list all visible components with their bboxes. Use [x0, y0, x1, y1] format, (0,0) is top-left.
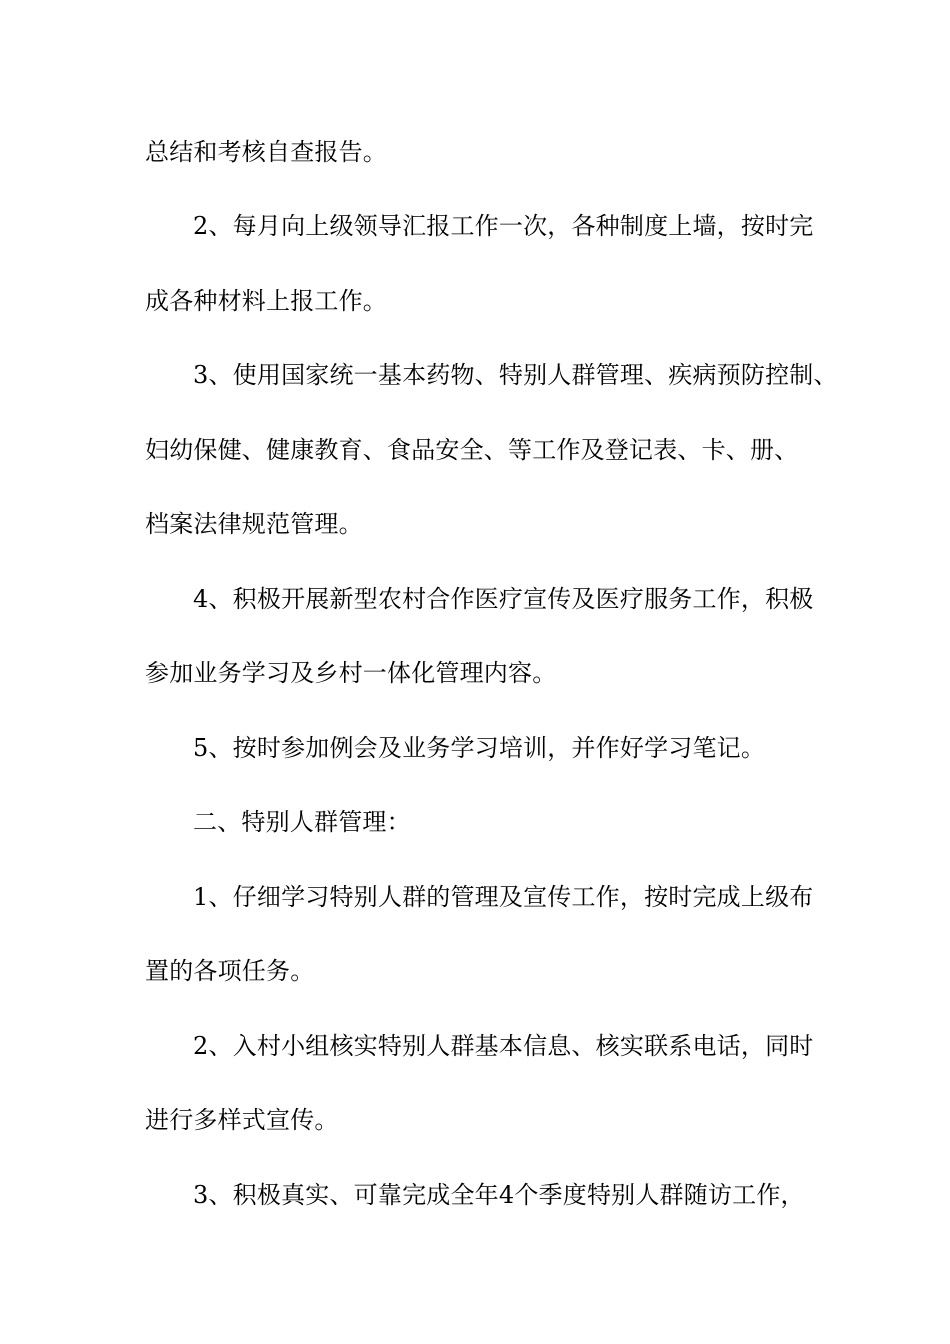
text-line: 3、积极真实、可靠完成全年4个季度特别人群随访工作， — [193, 1181, 805, 1209]
text-line: 3、使用国家统一基本药物、特别人群管理、疾病预防控制、 — [193, 361, 838, 389]
text-line: 档案法律规范管理。 — [145, 510, 363, 538]
text-line: 2、每月向上级领导汇报工作一次，各种制度上墙，按时完 — [193, 212, 814, 240]
text-line: 置的各项任务。 — [145, 957, 315, 985]
text-line: 1、仔细学习特别人群的管理及宣传工作，按时完成上级布 — [193, 883, 814, 911]
text-line: 成各种材料上报工作。 — [145, 287, 387, 315]
text-line: 2、入村小组核实特别人群基本信息、核实联系电话，同时 — [193, 1032, 814, 1060]
text-line: 参加业务学习及乡村一体化管理内容。 — [145, 659, 557, 687]
section-heading: 二、特别人群管理： — [193, 808, 411, 836]
text-line: 4、积极开展新型农村合作医疗宣传及医疗服务工作，积极 — [193, 585, 814, 613]
text-line: 进行多样式宣传。 — [145, 1106, 339, 1134]
text-line: 妇幼保健、健康教育、食品安全、等工作及登记表、卡、册、 — [145, 436, 799, 464]
text-line: 总结和考核自查报告。 — [145, 138, 387, 166]
text-line: 5、按时参加例会及业务学习培训，并作好学习笔记。 — [193, 734, 766, 762]
